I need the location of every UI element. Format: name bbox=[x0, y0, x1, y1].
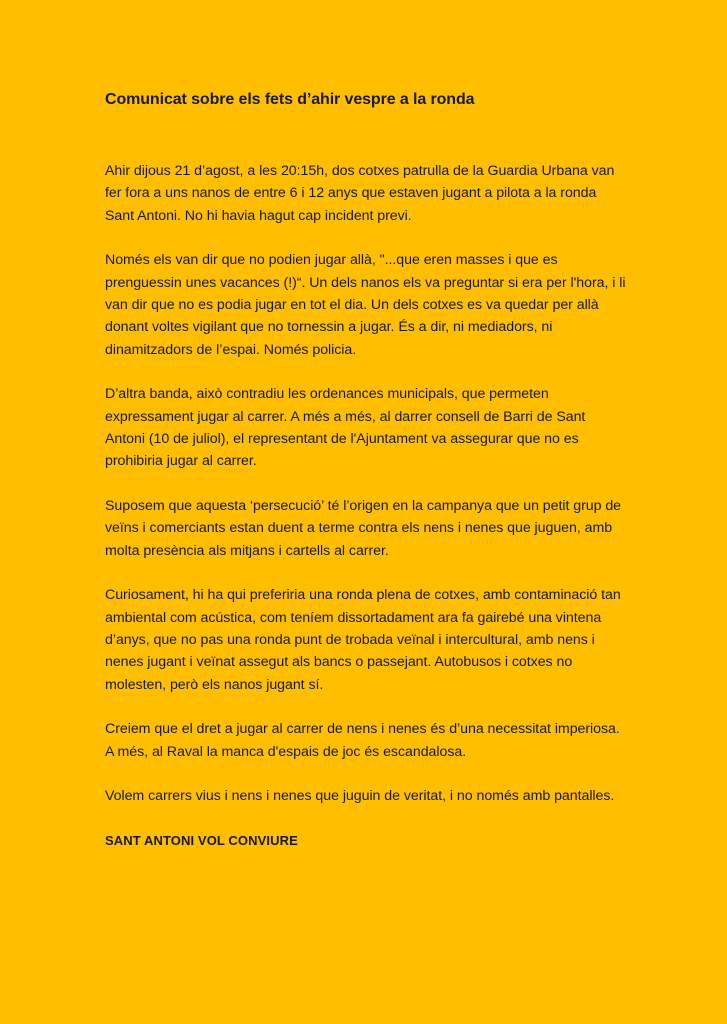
paragraph-1: Ahir dijous 21 d’agost, a les 20:15h, dos cotxes patrulla de la Guardia Urbana van fer fora a uns nanos de entre 6 i 12 anys que estaven jugant a pilota a la ronda Sant Antoni. No hi havia hagut cap incident previ. bbox=[105, 163, 615, 224]
paragraph-3: D’altra banda, això contradiu les ordenances municipals, que permeten expressament jugar al carrer. A més a més, al darrer consell de Barri de Sant Antoni (10 de juliol), el representant de l'Ajuntament va assegurar que no es prohibiria jugar al carrer. bbox=[105, 386, 586, 470]
paragraph-7: Volem carrers vius i nens i nenes que juguin de veritat, i no només amb pantalles. bbox=[105, 787, 615, 804]
paragraph-6: Creiem que el dret a jugar al carrer de nens i nenes és d’una necessitat imperiosa. A més, al Raval la manca d'espais de joc és escandalosa. bbox=[105, 721, 620, 760]
paragraph-4: Suposem que aquesta ‘persecució’ té l’origen en la campanya que un petit grup de veïns i comerciants estan duent a terme contra els nens i nenes que juguen, amb molta presència als mitjans i cartells al carrer. bbox=[105, 497, 622, 559]
paragraph-2: Només els van dir que no podien jugar allà, "...que eren masses i que es prenguessin unes vacances (!)“. Un dels nanos els va preguntar si era per l'hora, i li van dir que no es podia jugar en tot el dia. Un dels cotxes es va quedar per allà donant voltes vigilant que no tornessin a jugar. És a dir, ni mediadors, ni dinamitzadors de l’espai. Només policia. bbox=[105, 252, 626, 358]
document-page bbox=[105, 88, 627, 848]
document-title: Comunicat sobre els fets d’ahir vespre a la ronda bbox=[105, 91, 475, 108]
paragraph-5: Curiosament, hi ha qui preferiria una ronda plena de cotxes, amb contaminació tan ambiental com acústica, com teníem dissortadament ara fa gairebé una vintena d’anys, que no pas una ronda punt de trobada veïnal i intercultural, amb nens i nenes jugant i veïnat assegut als bancs o passejant. Autobusos i cotxes no molesten, però els nanos jugant sí. bbox=[105, 587, 621, 693]
signature: SANT ANTONI VOL CONVIURE bbox=[105, 833, 298, 849]
